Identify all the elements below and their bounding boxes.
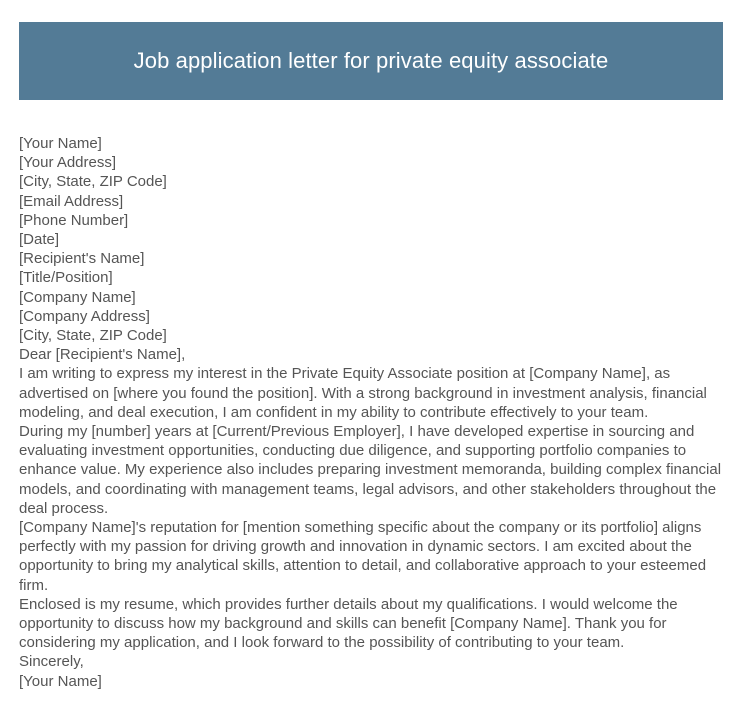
letter-title-banner <box>19 22 723 100</box>
letter-paragraph: Enclosed is my resume, which provides further details about my qualifications. I would welcome the opportunity to discuss how my background and skills can benefit [Company Name]. Thank you for considering my application, and I look forward to the possibility of contributing to your team. <box>19 595 682 652</box>
letter-line: [Date] <box>19 231 60 249</box>
letter-line: [Recipient's Name] <box>19 250 145 268</box>
letter-line: [Title/Position] <box>19 269 113 287</box>
letter-line: [Your Name] <box>19 135 102 152</box>
letter-signature: [Your Name] <box>19 672 102 690</box>
letter-line: [Email Address] <box>19 192 124 210</box>
letter-line: [Company Name] <box>19 288 136 306</box>
letter-paragraph: [Company Name]'s reputation for [mention something specific about the company or its portfolio] aligns perfectly with my passion for driving growth and innovation in dynamic sectors. I am excited about the opportunity to bring my analytical skills, attention to detail, and collaborative approach to your esteemed firm. <box>19 519 711 594</box>
letter-line: [Company Address] <box>19 307 150 325</box>
letter-line: [City, State, ZIP Code] <box>19 327 167 345</box>
letter-line: [Phone Number] <box>19 211 129 229</box>
letter-line: [Your Address] <box>19 154 117 172</box>
letter-paragraph: During my [number] years at [Current/Previous Employer], I have developed expertise in sourcing and evaluating investment opportunities, conducting due diligence, and supporting portfolio companies to enhance value. My experience also includes preparing investment memoranda, building complex financial models, and coordinating with management teams, legal advisors, and other stakeholders throughout the deal process. <box>19 423 726 517</box>
letter-body <box>19 134 726 691</box>
letter-paragraph: I am writing to express my interest in the Private Equity Associate position at [Company Name], as advertised on [where you found the position]. With a strong background in investment analysis, financial modeling, and deal execution, I am confident in my ability to contribute effectively to your team. <box>19 365 712 421</box>
letter-closing: Sincerely, <box>19 653 84 671</box>
letter-line: [City, State, ZIP Code] <box>19 173 167 191</box>
page-title: Job application letter for private equity associate <box>133 48 609 73</box>
letter-salutation: Dear [Recipient's Name], <box>19 346 186 364</box>
